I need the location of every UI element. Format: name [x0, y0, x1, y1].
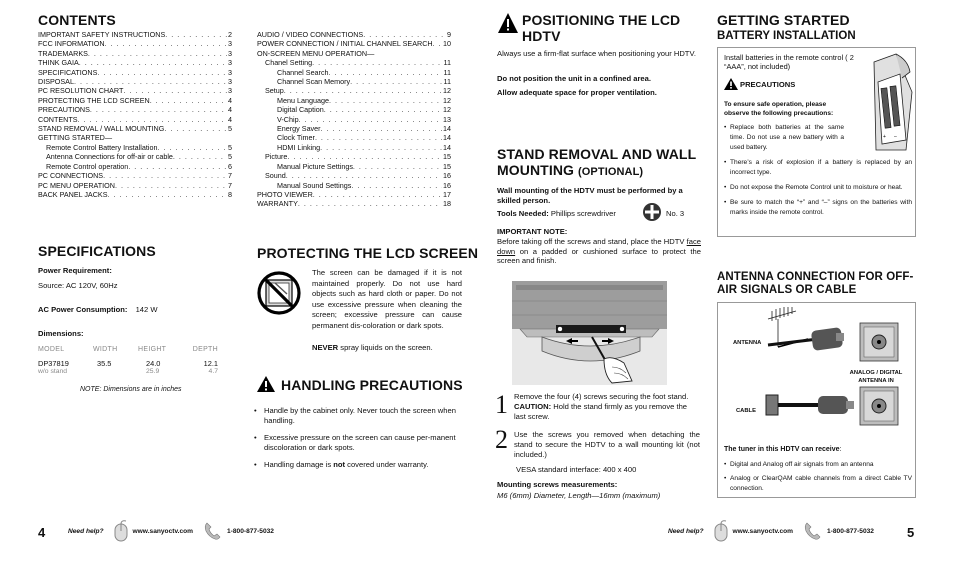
power-requirement-label: Power Requirement:	[38, 266, 112, 275]
protect-never-line	[312, 343, 433, 353]
handling-b3-bold: not	[333, 459, 346, 469]
remote-battery-illustration	[856, 52, 914, 152]
toc-leader	[173, 152, 227, 161]
toc-entry	[38, 30, 232, 39]
toc-entry	[257, 162, 451, 171]
tuner-title: The tuner in this HDTV can receive	[724, 446, 840, 453]
toc-entry-page: 5	[228, 142, 232, 152]
mouse-icon	[712, 520, 730, 542]
toc-entry-title: DISPOSAL	[38, 77, 74, 87]
toc-entry-title: PC RESOLUTION CHART	[38, 86, 124, 96]
list-item	[724, 183, 912, 193]
toc-entry	[257, 58, 451, 67]
svg-text:+: +	[883, 134, 886, 140]
footer-help: Need help?	[68, 527, 104, 535]
toc-entry-title: ON-SCREEN MENU OPERATION—	[257, 48, 375, 58]
toc-entry-title: Sound	[265, 171, 286, 181]
toc-leader	[115, 181, 227, 190]
col-depth: DEPTH	[192, 346, 218, 353]
toc-entry-page: 3	[228, 48, 232, 58]
step-1-post: Hold the stand firmly as you remove the last screw.	[514, 402, 688, 421]
positioning-b2: Allow adequate space for proper ventilation.	[497, 88, 657, 97]
handling-b3-pre: Handling damage is	[264, 459, 334, 469]
toc-entry-page: 2	[228, 30, 232, 39]
tools-label: Tools Needed:	[497, 209, 549, 218]
toc-entry	[38, 115, 232, 124]
toc-entry-title: Picture	[265, 152, 288, 162]
important-pre: Before taking off the screws and stand, place the HDTV	[497, 237, 687, 246]
mount-label: Mounting screws measurements:	[497, 480, 618, 489]
toc-entry-title: STAND REMOVAL / WALL MOUNTING	[38, 124, 165, 134]
stand-warning: Wall mounting of the HDTV must be performed by a skilled person.	[497, 186, 683, 205]
no-pressure-icon	[257, 268, 303, 318]
wo-height-cell: 25.9	[146, 368, 160, 375]
warning-triangle-icon	[497, 12, 519, 34]
list-item	[724, 474, 912, 494]
specifications-title: SPECIFICATIONS	[38, 243, 156, 259]
toc-entry-page: 14	[443, 142, 451, 152]
toc-leader	[353, 162, 442, 171]
toc-entry-page: 3	[228, 58, 232, 68]
toc-column-2	[257, 30, 451, 209]
toc-entry-title: PHOTO VIEWER	[257, 189, 313, 199]
toc-entry-page: 7	[228, 171, 232, 181]
tools-value: Phillips screwdriver	[550, 209, 616, 218]
toc-leader	[88, 49, 227, 58]
toc-entry	[38, 86, 232, 95]
toc-entry-title: WARRANTY	[257, 199, 298, 209]
vesa-text: VESA standard interface: 400 x 400	[516, 465, 637, 474]
toc-entry	[257, 77, 451, 86]
page-number-right: 5	[907, 525, 915, 540]
protect-title: PROTECTING THE LCD SCREEN	[257, 245, 479, 261]
toc-leader	[90, 105, 227, 114]
toc-entry	[257, 49, 451, 58]
toc-leader	[363, 30, 446, 39]
tuner-title-row	[724, 446, 841, 453]
toc-entry	[257, 30, 451, 39]
toc-entry-page: 3	[228, 39, 232, 49]
footer-url[interactable]: www.sanyoctv.com	[132, 527, 194, 535]
toc-entry-title: IMPORTANT SAFETY INSTRUCTIONS	[38, 30, 166, 39]
antenna-box	[717, 302, 916, 498]
list-item	[724, 198, 912, 218]
list-item	[724, 158, 912, 178]
toc-entry-title: SPECIFICATIONS	[38, 67, 98, 77]
footer-phone: 1-800-877-5032	[827, 527, 874, 535]
phillips-screw-icon	[642, 202, 662, 222]
prec-3: Do not expose the Remote Control unit to moisture or heat.	[730, 184, 903, 191]
warning-triangle-icon	[256, 375, 276, 393]
precautions-intro: To ensure safe operation, please observe the following precautions:	[724, 101, 834, 118]
warning-triangle-icon	[723, 77, 739, 91]
toc-leader	[299, 115, 442, 124]
toc-entry	[257, 86, 451, 95]
toc-entry-title: Channel Scan Memory	[277, 77, 351, 87]
toc-entry-title: Remote Control Battery Installation	[46, 142, 158, 152]
toc-entry-title: Manual Sound Settings	[277, 180, 352, 190]
toc-entry-page: 13	[443, 114, 451, 124]
stand-removal-illustration	[512, 281, 667, 385]
ac-power-label: AC Power Consumption:	[38, 305, 128, 314]
antenna-in-label: ANALOG / DIGITAL ANTENNA IN	[849, 370, 903, 384]
never-rest: spray liquids on the screen.	[338, 343, 433, 352]
battery-box	[717, 47, 916, 237]
toc-entry-title: Chanel Setting	[265, 58, 313, 68]
toc-entry-title: Channel Search	[277, 67, 329, 77]
antenna-title: ANTENNA CONNECTION FOR OFF-AIR SIGNALS OR CABLE	[717, 271, 914, 296]
toc-entry	[38, 96, 232, 105]
toc-entry	[257, 96, 451, 105]
never-bold: NEVER	[312, 343, 339, 352]
toc-entry	[257, 143, 451, 152]
toc-leader	[286, 171, 442, 180]
toc-entry-title: TRADEMARKS	[38, 48, 88, 58]
toc-entry-page: 3	[228, 77, 232, 87]
toc-leader	[97, 68, 227, 77]
depth-cell: 12.1	[203, 359, 218, 368]
toc-leader	[150, 96, 227, 105]
width-cell: 35.5	[97, 359, 112, 368]
important-underline: face down	[497, 237, 701, 256]
toc-entry-title: FCC INFORMATION	[38, 39, 105, 49]
protect-body: The screen can be damaged if it is not maintained properly. Do not use hard objects such as hard cloth or paper. Do not use excessive pressure when cleaning the screen; excessive pressure can cause permanent dis-coloration or dark spots.	[312, 268, 462, 330]
toc-entry-page: 15	[443, 161, 451, 171]
step-2-text: Use the screws you removed when detaching the stand to secure the HDTV to a wall mounting kit (not included.)	[514, 430, 700, 459]
toc-leader	[324, 105, 442, 114]
toc-leader	[78, 115, 227, 124]
height-cell: 24.0	[146, 359, 161, 368]
prec-2: There’s a risk of explosion if a battery is replaced by an incorrect type.	[730, 159, 912, 176]
antenna-label: ANTENNA	[733, 340, 762, 346]
toc-leader	[329, 68, 443, 77]
toc-leader	[105, 39, 227, 48]
toc-entry	[257, 171, 451, 180]
toc-leader	[108, 190, 227, 199]
toc-column-1	[38, 30, 232, 199]
toc-entry-page: 10	[443, 39, 451, 49]
toc-entry-title: Antenna Connections for off-air or cable	[46, 152, 173, 162]
toc-entry-page: 6	[228, 161, 232, 171]
svg-text:–: –	[894, 134, 897, 140]
toc-leader	[287, 152, 442, 161]
toc-entry-title: POWER CONNECTION / INITIAL CHANNEL SEARCH	[257, 39, 433, 49]
toc-entry-page: 4	[228, 105, 232, 115]
toc-entry-page: 11	[443, 77, 451, 87]
dimensions-label: Dimensions:	[38, 329, 84, 338]
toc-entry	[257, 199, 451, 208]
tuner-1: Digital and Analog off air signals from an antenna	[730, 461, 874, 468]
step-2-number: 2	[495, 425, 508, 454]
toc-entry-page: 7	[228, 180, 232, 190]
handling-b3-post: covered under warranty.	[345, 459, 429, 469]
positioning-b1: Do not position the unit in a confined area.	[497, 74, 651, 83]
toc-entry-title: Digital Caption	[277, 105, 324, 115]
toc-leader	[128, 162, 227, 171]
toc-entry	[257, 68, 451, 77]
toc-entry-page: 14	[443, 124, 451, 134]
important-body	[497, 237, 701, 266]
toc-entry-title: Clock Timer	[277, 133, 315, 143]
handling-title: HANDLING PRECAUTIONS	[281, 377, 463, 393]
list-item	[254, 406, 459, 427]
prec-4: Be sure to match the “+” and “–” signs on the batteries with marks inside the remote control.	[730, 199, 912, 216]
toc-entry-title: THINK GAIA	[38, 58, 79, 68]
toc-entry	[38, 181, 232, 190]
toc-entry-title: AUDIO / VIDEO CONNECTIONS	[257, 30, 364, 39]
toc-entry-title: Energy Saver	[277, 124, 321, 134]
getting-started-title: GETTING STARTED	[717, 12, 850, 28]
toc-leader	[284, 86, 442, 95]
tools-row	[497, 209, 616, 219]
toc-leader	[79, 58, 227, 67]
toc-entry-page: 11	[443, 67, 451, 77]
toc-leader	[157, 143, 227, 152]
list-item	[724, 123, 844, 153]
toc-entry-page: 3	[228, 67, 232, 77]
toc-entry-page: 16	[443, 180, 451, 190]
toc-entry-title: CONTENTS	[38, 114, 78, 124]
toc-entry	[38, 190, 232, 199]
toc-entry	[257, 181, 451, 190]
toc-entry-page: 12	[443, 95, 451, 105]
col-model: MODEL	[38, 346, 65, 353]
toc-entry-page: 9	[447, 30, 451, 39]
positioning-body: Always use a firm-flat surface when positioning your HDTV.	[497, 49, 696, 58]
toc-leader	[350, 77, 442, 86]
table-header-row	[38, 346, 218, 353]
table-row	[38, 359, 218, 368]
list-item	[724, 460, 912, 470]
toc-entry-title: PC MENU OPERATION	[38, 180, 115, 190]
toc-entry-page: 4	[228, 95, 232, 105]
toc-entry	[38, 58, 232, 67]
toc-entry	[38, 124, 232, 133]
toc-entry-page: 8	[228, 189, 232, 199]
toc-entry	[257, 190, 451, 199]
footer-left	[68, 520, 274, 542]
footer-url[interactable]: www.sanyoctv.com	[732, 527, 794, 535]
mouse-icon	[112, 520, 130, 542]
toc-entry-page: 18	[443, 199, 451, 209]
toc-entry-page: 5	[228, 152, 232, 162]
toc-entry-page: 12	[443, 86, 451, 96]
toc-entry-page: 15	[443, 152, 451, 162]
toc-entry-page: 17	[443, 189, 451, 199]
contents-title: CONTENTS	[38, 12, 116, 28]
footer-right	[668, 520, 874, 542]
important-post: on a padded or cushioned surface to protect the screen and finish.	[497, 246, 701, 266]
wo-width-cell	[93, 368, 138, 375]
toc-leader	[298, 199, 442, 208]
toc-entry	[38, 77, 232, 86]
ac-power-row	[38, 305, 158, 315]
page-number-left: 4	[38, 525, 46, 540]
toc-entry	[38, 162, 232, 171]
positioning-title: POSITIONING THE LCD HDTV	[522, 12, 681, 44]
toc-entry-page: 4	[228, 114, 232, 124]
prec-1: Replace both batteries at the same time. Do not use a new battery with a used battery.	[730, 124, 844, 151]
mount-value: M6 (6mm) Diameter, Length—16mm (maximum)	[497, 491, 661, 500]
ac-power-value: 142 W	[135, 305, 158, 314]
power-requirement-value: Source: AC 120V, 60Hz	[38, 281, 118, 290]
toc-leader	[315, 133, 442, 142]
tuner-2: Analog or ClearQAM cable channels from a direct Cable TV connection.	[730, 475, 912, 492]
toc-entry-page: 5	[228, 124, 232, 134]
toc-entry-title: Menu Language	[277, 95, 329, 105]
toc-leader	[74, 77, 227, 86]
tuner-list	[724, 460, 912, 494]
toc-entry	[257, 152, 451, 161]
toc-leader	[312, 58, 442, 67]
wo-depth-cell: 4.7	[208, 368, 218, 375]
important-label: IMPORTANT NOTE:	[497, 227, 568, 236]
toc-entry-page: 11	[443, 58, 451, 68]
stand-title-optional: (OPTIONAL)	[578, 166, 644, 178]
cable-label: CABLE	[736, 408, 756, 414]
toc-leader	[321, 124, 442, 133]
col-width: WIDTH	[93, 346, 118, 353]
toc-entry-title: HDMI Linking	[277, 142, 321, 152]
toc-entry-title: PROTECTING THE LCD SCREEN	[38, 95, 150, 105]
step-1-text	[514, 392, 700, 422]
toc-leader	[164, 124, 227, 133]
handling-b1: Handle by the cabinet only. Never touch the screen when handling.	[264, 406, 456, 426]
list-item	[254, 433, 459, 454]
phone-icon	[203, 521, 223, 541]
list-item	[254, 460, 459, 470]
toc-entry	[38, 152, 232, 161]
toc-entry-title: Remote Control operation	[46, 161, 129, 171]
toc-leader	[433, 39, 442, 48]
footer-phone: 1-800-877-5032	[227, 527, 274, 535]
toc-entry-title: V-Chip	[277, 114, 299, 124]
toc-entry	[38, 68, 232, 77]
toc-entry	[38, 143, 232, 152]
step-1-caution: CAUTION:	[514, 402, 552, 411]
toc-entry	[38, 171, 232, 180]
toc-leader	[165, 30, 227, 39]
toc-entry-title: PRECAUTIONS	[38, 105, 90, 115]
toc-entry	[38, 49, 232, 58]
dimensions-table	[38, 346, 218, 375]
toc-entry	[257, 39, 451, 48]
table-row	[38, 368, 218, 375]
battery-install-text: Install batteries in the remote control ( 2 “AAA”, not included)	[724, 53, 854, 72]
toc-entry	[38, 105, 232, 114]
handling-b2: Excessive pressure on the screen can cause per-manent discoloration or dark spots.	[264, 432, 456, 453]
handling-list	[254, 406, 459, 470]
toc-entry	[38, 39, 232, 48]
battery-installation-subtitle: BATTERY INSTALLATION	[717, 30, 856, 42]
tuner-colon: :	[839, 446, 842, 453]
toc-entry-page: 3	[228, 86, 232, 96]
toc-entry-page: 14	[443, 133, 451, 143]
toc-entry	[257, 124, 451, 133]
toc-leader	[313, 190, 442, 199]
phone-icon	[803, 521, 823, 541]
toc-entry-title: GETTING STARTED—	[38, 133, 113, 143]
step-1-pre: Remove the four (4) screws securing the foot stand.	[514, 392, 689, 401]
toc-leader	[103, 171, 227, 180]
toc-entry-title: PC CONNECTIONS	[38, 171, 104, 181]
col-height: HEIGHT	[138, 346, 167, 353]
precautions-title: PRECAUTIONS	[740, 80, 796, 89]
toc-entry	[257, 105, 451, 114]
tools-number: No. 3	[666, 209, 685, 218]
model-cell: DP37819	[38, 359, 69, 368]
toc-entry-page: 16	[443, 171, 451, 181]
toc-leader	[351, 181, 442, 190]
stand-title-text: STAND REMOVAL AND WALL MOUNTING	[497, 146, 696, 178]
dimensions-note: NOTE: Dimensions are in inches	[80, 386, 182, 393]
toc-entry-title: Setup	[265, 86, 284, 96]
footer-help: Need help?	[668, 527, 704, 535]
toc-entry	[38, 133, 232, 142]
toc-entry	[257, 133, 451, 142]
toc-entry	[257, 115, 451, 124]
wo-stand-cell: w/o stand	[38, 368, 68, 375]
step-1-number: 1	[495, 390, 508, 419]
toc-leader	[123, 86, 227, 95]
stand-title	[497, 146, 702, 180]
toc-entry-title: Manual Picture Settings	[277, 161, 353, 171]
toc-entry-title: BACK PANEL JACKS	[38, 189, 108, 199]
toc-leader	[320, 143, 442, 152]
toc-entry-page: 12	[443, 105, 451, 115]
toc-leader	[329, 96, 442, 105]
